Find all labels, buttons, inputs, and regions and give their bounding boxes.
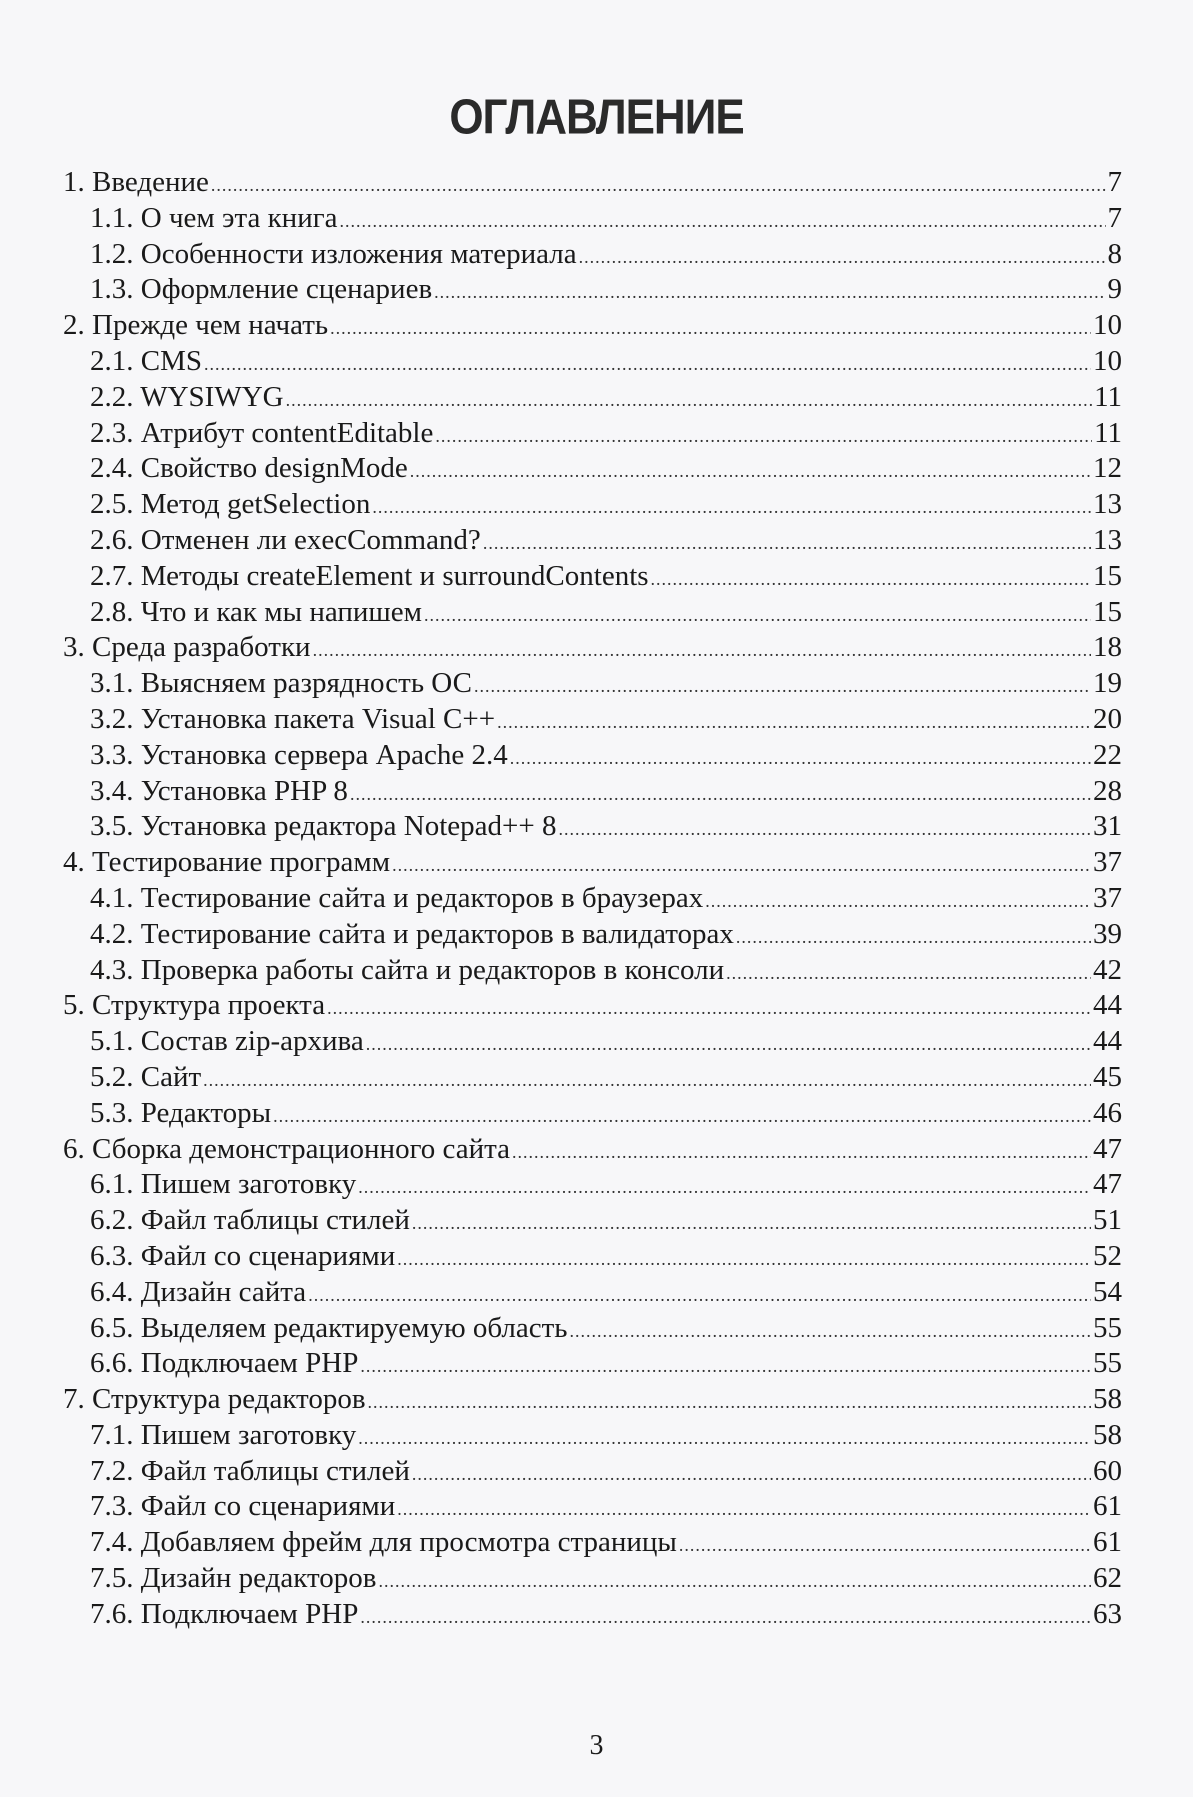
toc-entry — [63, 1311, 1122, 1347]
toc-entry-title: 1.2. Особенности изложения материала — [90, 237, 577, 270]
dot-leader — [313, 630, 1091, 669]
toc-entry — [63, 917, 1122, 953]
dot-leader — [286, 380, 1092, 419]
toc-entry — [63, 1525, 1122, 1561]
dot-leader — [330, 308, 1091, 347]
toc-entry-page: 22 — [1093, 738, 1122, 771]
dot-leader — [366, 1024, 1091, 1063]
toc-entry-title: 2.1. CMS — [90, 344, 203, 377]
toc-entry — [63, 1561, 1122, 1597]
toc-entry — [63, 344, 1122, 380]
toc-entry-page: 8 — [1107, 237, 1122, 270]
toc-entry-title: 1. Введение — [63, 166, 209, 198]
dot-leader — [570, 1311, 1091, 1350]
dot-leader — [327, 988, 1091, 1027]
toc-entry — [63, 1060, 1122, 1096]
toc-entry — [63, 774, 1122, 810]
toc-entry — [63, 666, 1122, 702]
toc-entry-page: 58 — [1093, 1418, 1122, 1451]
toc-entry-title: 6.5. Выделяем редактируемую область — [90, 1311, 568, 1344]
toc-entry-page: 9 — [1107, 273, 1122, 306]
toc-entry-page: 28 — [1093, 774, 1122, 807]
toc-entry-title: 6.4. Дизайн сайта — [90, 1275, 307, 1308]
dot-leader — [372, 487, 1091, 526]
toc-entry-page: 15 — [1093, 559, 1122, 592]
toc-entry-title: 5. Структура проекта — [63, 989, 326, 1022]
toc-entry — [63, 630, 1122, 666]
toc-entry-page: 10 — [1093, 344, 1122, 377]
toc-entry — [63, 416, 1122, 452]
toc-entry-page: 55 — [1093, 1311, 1122, 1344]
toc-entry-title: 6.3. Файл со сценариями — [90, 1239, 396, 1272]
dot-leader — [360, 1597, 1091, 1636]
toc-entry — [63, 487, 1122, 523]
dot-leader — [579, 237, 1106, 276]
toc-entry-title: 4.1. Тестирование сайта и редакторов в браузерах — [90, 881, 704, 914]
toc-entry-title: 2.8. Что и как мы напишем — [90, 595, 422, 628]
dot-leader — [510, 738, 1091, 777]
dot-leader — [412, 1454, 1091, 1493]
dot-leader — [483, 523, 1091, 562]
toc-entry-page: 51 — [1093, 1204, 1122, 1237]
toc-entry — [63, 523, 1122, 559]
toc-entry-title: 2.6. Отменен ли execCommand? — [90, 523, 481, 556]
toc-entry-page: 52 — [1093, 1239, 1122, 1272]
page-number: 3 — [589, 1730, 604, 1761]
dot-leader — [435, 416, 1092, 455]
toc-entry — [63, 809, 1122, 845]
dot-leader — [358, 1167, 1091, 1206]
toc-entry-page: 10 — [1093, 309, 1122, 342]
toc-entry-title: 7.3. Файл со сценариями — [90, 1490, 396, 1523]
toc-entry — [63, 451, 1122, 487]
toc-entry-title: 1.1. О чем эта книга — [90, 201, 338, 234]
dot-leader — [497, 702, 1091, 741]
dot-leader — [340, 201, 1106, 240]
dot-leader — [204, 344, 1091, 383]
toc-entry-page: 11 — [1094, 416, 1122, 449]
dot-leader — [434, 272, 1105, 311]
toc-entry — [63, 1382, 1122, 1418]
toc-entry — [63, 881, 1122, 917]
toc-entry-page: 7 — [1107, 201, 1122, 234]
toc-entry-page: 62 — [1093, 1562, 1122, 1595]
toc-entry — [63, 1418, 1122, 1454]
dot-leader — [397, 1489, 1091, 1528]
toc-entry-page: 39 — [1093, 917, 1122, 950]
dot-leader — [512, 1132, 1091, 1171]
toc-entry — [63, 702, 1122, 738]
dot-leader — [412, 1203, 1091, 1242]
toc-entry-page: 63 — [1093, 1597, 1122, 1630]
toc-entry-page: 54 — [1093, 1275, 1122, 1308]
toc-entry-title: 2.7. Методы createElement и surroundContents — [90, 559, 649, 592]
toc-entry-page: 7 — [1107, 166, 1122, 198]
toc-entry — [63, 272, 1122, 308]
toc-entry-title: 6.6. Подключаем PHP — [90, 1347, 359, 1380]
toc-entry — [63, 308, 1122, 344]
toc-entry-page: 58 — [1093, 1383, 1122, 1416]
toc-entry-page: 45 — [1093, 1060, 1122, 1093]
toc-entry-title: 3.1. Выясняем разрядность ОС — [90, 667, 472, 700]
dot-leader — [211, 165, 1106, 204]
toc-entry — [63, 1489, 1122, 1525]
dot-leader — [559, 809, 1092, 848]
toc-entry-page: 31 — [1093, 810, 1122, 843]
dot-leader — [392, 845, 1091, 884]
toc-entry-title: 6.2. Файл таблицы стилей — [90, 1204, 410, 1237]
dot-leader — [705, 881, 1091, 920]
toc-entry-page: 47 — [1093, 1168, 1122, 1201]
dot-leader — [397, 1239, 1091, 1278]
dot-leader — [360, 1346, 1091, 1385]
toc-entry — [63, 165, 1122, 201]
toc-entry-title: 6.1. Пишем заготовку — [90, 1168, 357, 1201]
toc-entry-page: 12 — [1093, 452, 1122, 485]
toc-entry-title: 4. Тестирование программ — [63, 846, 391, 879]
toc-entry-title: 7.2. Файл таблицы стилей — [90, 1454, 410, 1487]
dot-leader — [203, 1060, 1091, 1099]
toc-entry — [63, 1132, 1122, 1168]
toc-entry — [63, 595, 1122, 631]
toc-entry-page: 47 — [1093, 1132, 1122, 1165]
dot-leader — [410, 451, 1091, 490]
toc-entry-page: 61 — [1093, 1526, 1122, 1559]
dot-leader — [378, 1561, 1091, 1600]
toc-entry-page: 37 — [1093, 881, 1122, 914]
toc-entry — [63, 1597, 1122, 1633]
dot-leader — [424, 595, 1091, 634]
toc-entry — [63, 1239, 1122, 1275]
toc-entry — [63, 201, 1122, 237]
toc-entry-title: 5.3. Редакторы — [90, 1096, 272, 1129]
toc-entry-title: 5.2. Сайт — [90, 1060, 202, 1093]
table-of-contents — [63, 165, 1122, 1633]
toc-entry-page: 11 — [1094, 380, 1122, 413]
toc-entry-page: 44 — [1093, 989, 1122, 1022]
toc-entry-title: 3. Среда разработки — [63, 631, 311, 664]
dot-leader — [308, 1275, 1091, 1314]
dot-leader — [474, 666, 1091, 705]
toc-entry-title: 3.3. Установка сервера Apache 2.4 — [90, 738, 508, 771]
toc-entry — [63, 988, 1122, 1024]
dot-leader — [368, 1382, 1091, 1421]
toc-entry-title: 2. Прежде чем начать — [63, 309, 329, 342]
toc-entry-title: 7.5. Дизайн редакторов — [90, 1562, 377, 1595]
toc-entry-page: 13 — [1093, 488, 1122, 521]
toc-entry-title: 7. Структура редакторов — [63, 1383, 366, 1416]
toc-entry-title: 3.5. Установка редактора Notepad++ 8 — [90, 810, 557, 843]
toc-entry-page: 46 — [1093, 1096, 1122, 1129]
toc-entry-page: 18 — [1093, 631, 1122, 664]
toc-entry-title: 2.5. Метод getSelection — [90, 488, 371, 521]
toc-entry-title: 2.4. Свойство designMode — [90, 452, 408, 485]
toc-entry-title: 7.6. Подключаем PHP — [90, 1597, 359, 1630]
toc-entry-page: 42 — [1093, 953, 1122, 986]
toc-entry-page: 55 — [1093, 1347, 1122, 1380]
toc-entry-title: 3.4. Установка PHP 8 — [90, 774, 348, 807]
toc-entry — [63, 1203, 1122, 1239]
dot-leader — [679, 1525, 1091, 1564]
toc-entry-page: 44 — [1093, 1025, 1122, 1058]
toc-entry-page: 60 — [1093, 1454, 1122, 1487]
toc-entry — [63, 953, 1122, 989]
toc-entry-page: 61 — [1093, 1490, 1122, 1523]
toc-entry — [63, 1346, 1122, 1382]
toc-entry-title: 4.3. Проверка работы сайта и редакторов в консоли — [90, 953, 725, 986]
toc-entry-page: 19 — [1093, 667, 1122, 700]
toc-entry-title: 5.1. Состав zip-архива — [90, 1025, 364, 1058]
toc-entry — [63, 738, 1122, 774]
toc-entry-page: 13 — [1093, 523, 1122, 556]
dot-leader — [358, 1418, 1091, 1457]
toc-entry-title: 6. Сборка демонстрационного сайта — [63, 1132, 511, 1165]
toc-entry-title: 4.2. Тестирование сайта и редакторов в валидаторах — [90, 917, 734, 950]
toc-entry-title: 1.3. Оформление сценариев — [90, 273, 433, 306]
toc-entry — [63, 380, 1122, 416]
dot-leader — [350, 774, 1091, 813]
toc-entry — [63, 1024, 1122, 1060]
toc-entry — [63, 559, 1122, 595]
toc-entry-page: 15 — [1093, 595, 1122, 628]
toc-entry-title: 7.4. Добавляем фрейм для просмотра страницы — [90, 1526, 677, 1559]
toc-entry — [63, 1096, 1122, 1132]
toc-entry — [63, 1454, 1122, 1490]
dot-leader — [726, 953, 1091, 992]
page-title: ОГЛАВЛЕНИЕ — [449, 90, 744, 145]
toc-entry-page: 37 — [1093, 846, 1122, 879]
toc-entry-title: 3.2. Установка пакета Visual C++ — [90, 702, 496, 735]
toc-entry — [63, 1275, 1122, 1311]
dot-leader — [651, 559, 1091, 598]
toc-entry-title: 2.2. WYSIWYG — [90, 380, 284, 413]
toc-entry-page: 20 — [1093, 702, 1122, 735]
toc-entry-title: 7.1. Пишем заготовку — [90, 1418, 357, 1451]
toc-entry — [63, 1167, 1122, 1203]
toc-entry-title: 2.3. Атрибут contentEditable — [90, 416, 434, 449]
toc-entry — [63, 237, 1122, 273]
dot-leader — [736, 917, 1091, 956]
dot-leader — [273, 1096, 1091, 1135]
toc-entry — [63, 845, 1122, 881]
